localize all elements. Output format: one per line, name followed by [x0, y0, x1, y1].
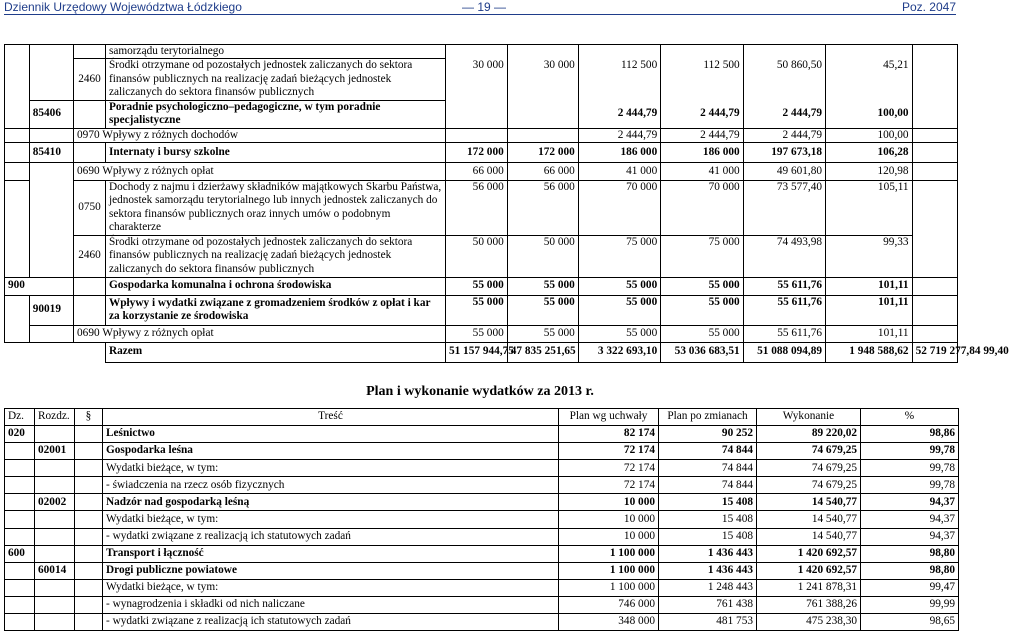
cell-value: 120,98 [826, 163, 913, 181]
paragraph-code [75, 477, 103, 494]
paragraph-code: 0750 [74, 181, 106, 236]
table-row [5, 163, 958, 181]
expenditure-table-body [5, 426, 959, 631]
division-code [5, 596, 35, 613]
row-name: Wpływy i wydatki związane z gromadzeniem środków z opłat i kar za korzystanie ze środowiska [105, 295, 445, 325]
row-name: Wydatki bieżące, w tym: [103, 460, 559, 477]
cell-value: 51 157 944,75 [445, 342, 507, 362]
section-code: 85406 [29, 100, 73, 128]
section-code: 60014 [35, 562, 75, 579]
division-code [5, 477, 35, 494]
total-row [5, 342, 958, 362]
execution-value: 1 420 692,57 [757, 562, 861, 579]
division-code [5, 511, 35, 528]
plan-value: 746 000 [559, 596, 659, 613]
cell-value: 41 000 [661, 163, 743, 181]
cell-value: 55 611,76 [743, 325, 825, 342]
col-header-execution: Wykonanie [757, 409, 861, 426]
table-row [5, 545, 959, 562]
cell-value: 55 000 [507, 295, 578, 325]
plan-value: 10 000 [559, 528, 659, 545]
table-row [5, 45, 958, 59]
section-code [35, 579, 75, 596]
table-row [5, 181, 958, 236]
paragraph-code [75, 426, 103, 443]
execution-value: 74 679,25 [757, 460, 861, 477]
cell-value: 74 493,98 [743, 235, 825, 277]
cell-value: 50 000 [445, 235, 507, 277]
cell-value: 73 577,40 [743, 181, 825, 236]
cell-value: 75 000 [661, 235, 743, 277]
section-code: 02002 [35, 494, 75, 511]
cell-value: 2 444,79 [661, 100, 743, 128]
section-code [35, 596, 75, 613]
cell-value [445, 100, 507, 128]
table-row [5, 614, 959, 631]
cell-value: 56 000 [445, 181, 507, 236]
table-row [5, 460, 959, 477]
plan-value: 348 000 [559, 614, 659, 631]
row-name: - wynagrodzenia i składki od nich naliczane [103, 596, 559, 613]
row-name: Transport i łączność [103, 545, 559, 562]
percent-value: 94,37 [861, 511, 959, 528]
division-code: 600 [5, 545, 35, 562]
plan-changed-value: 1 436 443 [659, 545, 757, 562]
cell-value [507, 128, 578, 142]
table-row [5, 494, 959, 511]
cell-value: 186 000 [578, 143, 660, 163]
cell-value: 2 444,79 [578, 128, 660, 142]
division-code [5, 494, 35, 511]
execution-value: 1 241 878,31 [757, 579, 861, 596]
division-code [5, 562, 35, 579]
table-row [5, 562, 959, 579]
percent-value: 98,86 [861, 426, 959, 443]
cell-value: 106,28 [826, 143, 913, 163]
paragraph-code [75, 614, 103, 631]
division-code [5, 614, 35, 631]
table-row [5, 443, 959, 460]
percent-value: 94,37 [861, 528, 959, 545]
percent-value: 99,78 [861, 443, 959, 460]
section-code: 02001 [35, 443, 75, 460]
table-header-row [5, 409, 959, 426]
cell-value: 70 000 [578, 181, 660, 236]
paragraph-code: 0690 [77, 164, 100, 177]
cell-value-pair [912, 342, 1009, 362]
section-code: 85410 [29, 143, 73, 163]
plan-changed-value: 74 844 [659, 477, 757, 494]
cell-value: 2 444,79 [743, 128, 825, 142]
row-name: - świadczenia na rzecz osób fizycznych [103, 477, 559, 494]
paragraph-code: 2460 [74, 235, 106, 277]
table-row [5, 477, 959, 494]
cell-value: 3 322 693,10 [578, 342, 660, 362]
row-name: Wpływy z różnych opłat [102, 326, 214, 339]
paragraph-code: 0970 [77, 128, 100, 141]
expenditure-table [4, 408, 959, 631]
section-code [35, 545, 75, 562]
paragraph-code [75, 460, 103, 477]
cell-value: 50 000 [507, 235, 578, 277]
cell-value: 1 948 588,62 [826, 342, 913, 362]
paragraph-code [75, 596, 103, 613]
plan-value: 1 100 000 [559, 545, 659, 562]
cell-value: 2 444,79 [661, 128, 743, 142]
position-number: Poz. 2047 [901, 0, 956, 14]
plan-value: 1 100 000 [559, 579, 659, 596]
row-name: Gospodarka komunalna i ochrona środowiska [105, 277, 445, 295]
paragraph-code [75, 545, 103, 562]
cell-value: 101,11 [826, 295, 913, 325]
cell-value: 55 000 [578, 325, 660, 342]
col-header-rozdz: Rozdz. [35, 409, 75, 426]
cell-value: 30 000 [507, 59, 578, 100]
cell-value: 75 000 [578, 235, 660, 277]
row-name: - wydatki związane z realizacją ich statutowych zadań [103, 614, 559, 631]
col-header-plan-changed: Plan po zmianach [659, 409, 757, 426]
table-row [5, 579, 959, 596]
cell-value: 55 000 [578, 277, 660, 295]
row-name: Nadzór nad gospodarką leśną [103, 494, 559, 511]
plan-changed-value: 15 408 [659, 528, 757, 545]
page-header [4, 0, 956, 15]
plan-value: 72 174 [559, 477, 659, 494]
execution-value: 89 220,02 [757, 426, 861, 443]
revenue-table [4, 44, 1009, 363]
percent-value: 98,65 [861, 614, 959, 631]
execution-value: 1 420 692,57 [757, 545, 861, 562]
execution-value: 74 679,25 [757, 443, 861, 460]
cell-value: 99,40 [983, 345, 1009, 358]
cell-value: 101,11 [826, 277, 913, 295]
row-name: Wpływy z różnych opłat [102, 164, 214, 177]
row-name: Drogi publiczne powiatowe [103, 562, 559, 579]
division-code [5, 528, 35, 545]
percent-value: 94,37 [861, 494, 959, 511]
percent-value: 99,99 [861, 596, 959, 613]
cell-value: 55 611,76 [743, 295, 825, 325]
col-header-plan: Plan wg uchwały [559, 409, 659, 426]
cell-value: 47 835 251,65 [507, 342, 578, 362]
row-name: Internaty i bursy szkolne [105, 143, 445, 163]
cell-value: 105,11 [826, 181, 913, 236]
cell-value: 55 000 [578, 295, 660, 325]
plan-value: 10 000 [559, 494, 659, 511]
table-row [5, 596, 959, 613]
plan-changed-value: 15 408 [659, 511, 757, 528]
division-code: 020 [5, 426, 35, 443]
section-code [35, 528, 75, 545]
cell-value: 30 000 [445, 59, 507, 100]
section-code: 90019 [29, 295, 73, 325]
execution-value: 14 540,77 [757, 511, 861, 528]
cell-value: 99,33 [826, 235, 913, 277]
cell-value: 51 088 094,89 [743, 342, 825, 362]
cell-value: 55 000 [661, 277, 743, 295]
cell-value: 50 860,50 [743, 59, 825, 100]
cell-value: 2 444,79 [743, 100, 825, 128]
section-code [35, 426, 75, 443]
execution-value: 761 388,26 [757, 596, 861, 613]
cell-value: 56 000 [507, 181, 578, 236]
paragraph-code: 2460 [74, 59, 106, 100]
plan-changed-value: 1 248 443 [659, 579, 757, 596]
table-row [5, 59, 958, 100]
plan-changed-value: 74 844 [659, 460, 757, 477]
page-number: — 19 — [462, 0, 507, 14]
cell-value: 172 000 [507, 143, 578, 163]
cell-value [507, 100, 578, 128]
cell-value: 66 000 [507, 163, 578, 181]
execution-value: 74 679,25 [757, 477, 861, 494]
cell-value [445, 128, 507, 142]
row-name: samorządu terytorialnego [105, 45, 445, 59]
row-name: Poradnie psychologiczno–pedagogiczne, w tym poradnie specjalistyczne [105, 100, 445, 128]
row-label [74, 325, 446, 342]
plan-value: 82 174 [559, 426, 659, 443]
row-name: Środki otrzymane od pozostałych jednostek zaliczanych do sektora finansów publicznych na realizację zadań bieżących jednostek zaliczanych do sektora finansów publicznych [105, 235, 445, 277]
plan-changed-value: 1 436 443 [659, 562, 757, 579]
section-title: Plan i wykonanie wydatków za 2013 r. [366, 384, 594, 399]
division-code: 900 [5, 277, 74, 295]
division-code [5, 443, 35, 460]
col-header-tresc: Treść [103, 409, 559, 426]
journal-title: Dziennik Urzędowy Województwa Łódzkiego [4, 0, 242, 14]
section-code [35, 460, 75, 477]
plan-value: 1 100 000 [559, 562, 659, 579]
plan-changed-value: 74 844 [659, 443, 757, 460]
paragraph-code [75, 511, 103, 528]
division-code [5, 579, 35, 596]
percent-value: 99,78 [861, 477, 959, 494]
cell-value: 2 444,79 [578, 100, 660, 128]
cell-value: 52 719 277,84 [915, 345, 984, 358]
cell-value: 100,00 [826, 128, 913, 142]
col-header-dz: Dz. [5, 409, 35, 426]
table-row [5, 426, 959, 443]
plan-changed-value: 481 753 [659, 614, 757, 631]
paragraph-code [75, 443, 103, 460]
row-name: Gospodarka leśna [103, 443, 559, 460]
plan-changed-value: 90 252 [659, 426, 757, 443]
plan-changed-value: 15 408 [659, 494, 757, 511]
cell-value: 55 000 [445, 325, 507, 342]
percent-value: 99,47 [861, 579, 959, 596]
row-label [74, 128, 446, 142]
cell-value: 112 500 [661, 59, 743, 100]
table-row [5, 325, 958, 342]
section-code [35, 511, 75, 528]
cell-value: 49 601,80 [743, 163, 825, 181]
cell-value: 55 000 [507, 325, 578, 342]
table-row [5, 277, 958, 295]
cell-value: 45,21 [826, 59, 913, 100]
cell-value: 55 611,76 [743, 277, 825, 295]
cell-value: 172 000 [445, 143, 507, 163]
cell-value: 55 000 [445, 277, 507, 295]
cell-value: 101,11 [826, 325, 913, 342]
row-label [74, 163, 446, 181]
table-row [5, 528, 959, 545]
cell-value: 55 000 [445, 295, 507, 325]
percent-value: 99,78 [861, 460, 959, 477]
row-name: Dochody z najmu i dzierżawy składników majątkowych Skarbu Państwa, jednostek samorządu terytorialnego lub innych jednostek zaliczanych do sektora finansów publicznych oraz innych umów o podobnym charakterze [105, 181, 445, 236]
cell-value: 41 000 [578, 163, 660, 181]
total-label: Razem [105, 342, 445, 362]
paragraph-code [75, 494, 103, 511]
paragraph-code: 0690 [77, 326, 100, 339]
row-name: Leśnictwo [103, 426, 559, 443]
plan-value: 72 174 [559, 460, 659, 477]
col-header-par: § [75, 409, 103, 426]
cell-value: 186 000 [661, 143, 743, 163]
paragraph-code [75, 528, 103, 545]
row-name: Wydatki bieżące, w tym: [103, 579, 559, 596]
percent-value: 98,80 [861, 562, 959, 579]
table-row [5, 295, 958, 325]
execution-value: 14 540,77 [757, 528, 861, 545]
plan-value: 72 174 [559, 443, 659, 460]
cell-value: 70 000 [661, 181, 743, 236]
execution-value: 475 238,30 [757, 614, 861, 631]
col-header-percent: % [861, 409, 959, 426]
table-row [5, 235, 958, 277]
cell-value: 112 500 [578, 59, 660, 100]
cell-value: 55 000 [661, 325, 743, 342]
paragraph-code [75, 579, 103, 596]
paragraph-code [75, 562, 103, 579]
row-name: Środki otrzymane od pozostałych jednostek zaliczanych do sektora finansów publicznych na realizację zadań bieżących jednostek zaliczanych do sektora finansów publicznych [105, 59, 445, 100]
percent-value: 98,80 [861, 545, 959, 562]
row-name: - wydatki związane z realizacją ich statutowych zadań [103, 528, 559, 545]
execution-value: 14 540,77 [757, 494, 861, 511]
plan-changed-value: 761 438 [659, 596, 757, 613]
cell-value: 55 000 [661, 295, 743, 325]
plan-value: 10 000 [559, 511, 659, 528]
table-row [5, 100, 958, 128]
table-row [5, 128, 958, 142]
division-code [5, 460, 35, 477]
row-name: Wydatki bieżące, w tym: [103, 511, 559, 528]
table-row [5, 511, 959, 528]
table-row [5, 143, 958, 163]
row-name: Wpływy z różnych dochodów [102, 128, 239, 141]
cell-value: 197 673,18 [743, 143, 825, 163]
cell-value: 55 000 [507, 277, 578, 295]
cell-value: 66 000 [445, 163, 507, 181]
section-code [35, 614, 75, 631]
cell-value: 53 036 683,51 [661, 342, 743, 362]
section-code [35, 477, 75, 494]
cell-value: 100,00 [826, 100, 913, 128]
